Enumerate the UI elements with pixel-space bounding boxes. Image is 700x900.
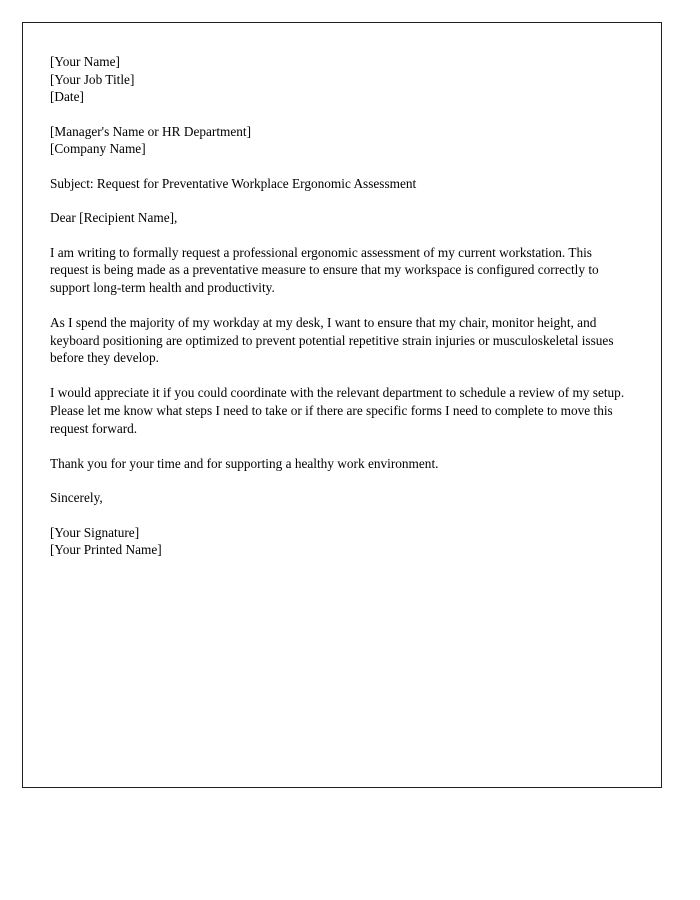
printed-name-placeholder: [Your Printed Name] [50,542,162,558]
signature-placeholder: [Your Signature] [50,524,140,540]
recipient-name: [Manager's Name or HR Department] [50,123,252,139]
body-paragraph-1: I am writing to formally request a professional ergonomic assessment of my current workstation. This request is being made as a preventative measure to ensure that my workspace is configured correctly to support long-term health and productivity. [50,244,599,296]
letter-border-frame [22,22,662,788]
subject-line: Subject: Request for Preventative Workplace Ergonomic Assessment [50,175,417,191]
sender-name: [Your Name] [50,54,120,69]
sender-job-title: [Your Job Title] [50,71,135,87]
body-paragraph-3: I would appreciate it if you could coordinate with the relevant department to schedule a review of my setup. Please let me know what steps I need to take or if there are specific forms I need to complete to move this request forward. [50,385,625,436]
body-paragraph-4: Thank you for your time and for supporting a healthy work environment. [50,455,439,471]
closing-line: Sincerely, [50,490,103,506]
recipient-company: [Company Name] [50,141,146,156]
signature-block [50,524,631,559]
letter-date: [Date] [50,89,84,104]
salutation-line: Dear [Recipient Name], [50,210,178,225]
sender-block [50,53,631,106]
body-paragraph-2: As I spend the majority of my workday at my desk, I want to ensure that my chair, monitor height, and keyboard positioning are optimized to prevent potential repetitive strain injuries or musculoskeletal issues before they develop. [50,314,614,366]
letter-content [23,23,661,559]
recipient-block [50,123,631,158]
